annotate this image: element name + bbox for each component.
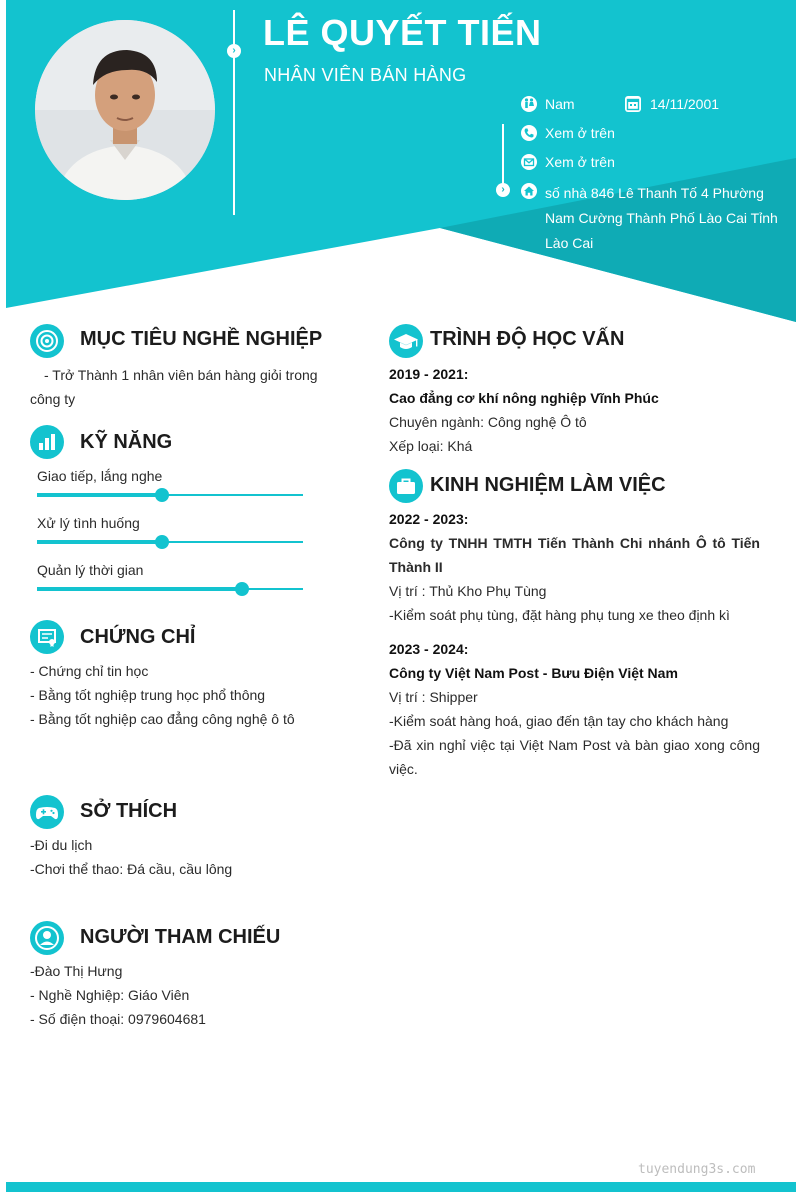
candidate-name: LÊ QUYẾT TIẾN xyxy=(263,12,542,53)
skill-bar-fill xyxy=(37,540,162,544)
education-period: 2019 - 2021: xyxy=(389,366,469,382)
job-period: 2023 - 2024: xyxy=(389,641,469,657)
gender-value: Nam xyxy=(545,96,575,112)
reference-item: - Số điện thoại: 0979604681 xyxy=(30,1011,206,1027)
skill-label: Giao tiếp, lắng nghe xyxy=(37,468,163,484)
hobby-item: -Chơi thể thao: Đá cầu, cầu lông xyxy=(30,861,233,877)
education-rank: Xếp loại: Khá xyxy=(389,438,473,454)
objective-title: MỤC TIÊU NGHỀ NGHIỆP xyxy=(80,328,323,350)
skill-bar-fill xyxy=(37,493,162,497)
job-title: NHÂN VIÊN BÁN HÀNG xyxy=(264,65,467,85)
experience-title: KINH NGHIỆM LÀM VIỆC xyxy=(430,474,666,496)
skill-label: Xử lý tình huống xyxy=(37,515,140,531)
skill-bar-fill xyxy=(37,587,242,591)
job-description: -Kiểm soát phụ tùng, đặt hàng phụ tung xe theo định kì xyxy=(389,607,730,623)
target-icon xyxy=(30,324,64,358)
skill-bar xyxy=(37,541,303,543)
gender-icon xyxy=(521,96,537,112)
birthday-value: 14/11/2001 xyxy=(650,96,720,112)
reference-item: -Đào Thị Hưng xyxy=(30,963,123,979)
skill-bar xyxy=(37,588,303,590)
skill-bar-knob xyxy=(155,488,169,502)
address-value: số nhà 846 Lê Thanh Tố 4 Phường Nam Cường Thành Phố Lào Cai Tỉnh Lào Cai xyxy=(545,185,778,251)
job-description: -Kiểm soát hàng hoá, giao đến tận tay cho khách hàng xyxy=(389,713,729,729)
skill-label: Quản lý thời gian xyxy=(37,562,144,578)
phone-icon xyxy=(521,125,537,141)
job-company: Công ty TNHH TMTH Tiến Thành Chi nhánh Ô tô Tiến Thành II xyxy=(389,535,760,575)
hobby-item: -Đi du lịch xyxy=(30,837,93,853)
certificate-item: - Bằng tốt nghiệp trung học phổ thông xyxy=(30,687,266,703)
certificate-item: - Chứng chỉ tin học xyxy=(30,663,149,679)
education-title: TRÌNH ĐỘ HỌC VẤN xyxy=(430,328,625,350)
email-value: Xem ở trên xyxy=(545,154,615,170)
home-icon xyxy=(521,183,537,199)
reference-item: - Nghề Nghiệp: Giáo Viên xyxy=(30,987,190,1003)
skills-title: KỸ NĂNG xyxy=(80,431,173,453)
bar-chart-icon xyxy=(30,425,64,459)
certificates-title: CHỨNG CHỈ xyxy=(80,626,196,648)
header-divider-line xyxy=(233,10,235,215)
objective-text: - Trở Thành 1 nhân viên bán hàng giỏi trong công ty xyxy=(30,367,318,407)
email-icon xyxy=(521,154,537,170)
certificate-icon xyxy=(30,620,64,654)
chevron-right-icon: › xyxy=(496,183,510,197)
skill-bar-knob xyxy=(155,535,169,549)
skill-bar-knob xyxy=(235,582,249,596)
briefcase-icon xyxy=(389,469,423,503)
education-major: Chuyên ngành: Công nghệ Ô tô xyxy=(389,414,587,430)
skill-bar xyxy=(37,494,303,496)
gamepad-icon xyxy=(30,795,64,829)
certificate-item: - Bằng tốt nghiệp cao đẳng công nghệ ô tô xyxy=(30,711,295,727)
watermark: tuyendung3s.com xyxy=(638,1162,756,1177)
job-position: Vị trí : Shipper xyxy=(389,689,478,705)
references-title: NGƯỜI THAM CHIẾU xyxy=(80,926,281,948)
job-description: -Đã xin nghỉ việc tại Việt Nam Post và bàn giao xong công việc. xyxy=(389,737,760,777)
avatar xyxy=(35,20,215,200)
calendar-icon xyxy=(625,96,641,112)
chevron-right-icon: › xyxy=(227,44,241,58)
hobbies-title: SỞ THÍCH xyxy=(80,800,178,822)
job-position: Vị trí : Thủ Kho Phụ Tùng xyxy=(389,583,547,599)
graduation-cap-icon xyxy=(389,324,423,358)
job-period: 2022 - 2023: xyxy=(389,511,469,527)
footer-bar xyxy=(6,1182,796,1192)
phone-value: Xem ở trên xyxy=(545,125,615,141)
education-school: Cao đẳng cơ khí nông nghiệp Vĩnh Phúc xyxy=(389,390,659,406)
user-icon xyxy=(30,921,64,955)
job-company: Công ty Việt Nam Post - Bưu Điện Việt Nam xyxy=(389,665,678,681)
